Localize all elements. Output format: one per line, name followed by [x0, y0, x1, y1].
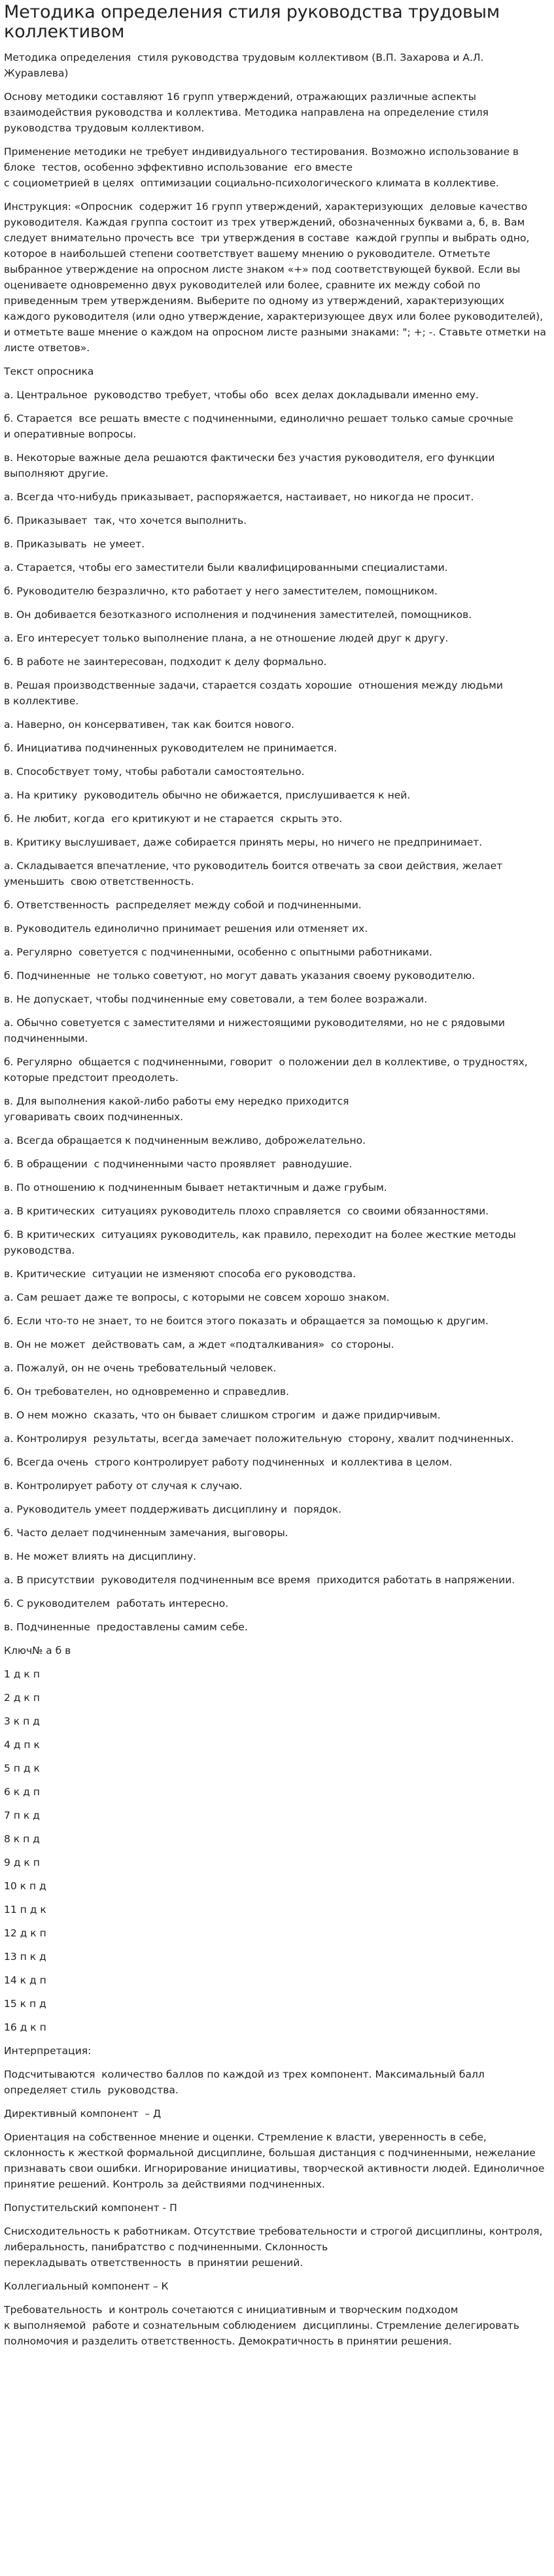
paragraph: в. Критические ситуации не изменяют способа его руководства. — [4, 1268, 356, 1280]
paragraph: б. В работе не заинтересован, подходит к делу формально. — [4, 656, 327, 668]
paragraph: в. Контролирует работу от случая к случаю. — [4, 1480, 243, 1492]
paragraph: 15 к п д — [4, 1998, 46, 2010]
paragraph: в. Руководитель единолично принимает решения или отменяет их. — [4, 923, 368, 935]
paragraph: б. Регулярно общается с подчиненными, говорит о положении дел в коллективе, о трудностях, которые предстоит преодолеть. — [4, 1056, 531, 1084]
paragraph: в. Способствует тому, чтобы работали самостоятельно. — [4, 766, 305, 778]
paragraph: 3 к п д — [4, 1715, 40, 1727]
paragraph: 6 к д п — [4, 1786, 40, 1798]
paragraph: Требовательность и контроль сочетаются с инициативным и творческим подходом к выполняемой работе и сознательным соблюдением дисциплины. Стремление делегировать полномочия и разделить ответственность. Демократичность в принятии решения. — [4, 2304, 520, 2347]
paragraph: б. Если что-то не знает, то не боится этого показать и обращается за помощью к другим. — [4, 1315, 489, 1327]
paragraph: 11 п д к — [4, 1904, 46, 1915]
paragraph: а. Всегда обращается к подчиненным вежливо, доброжелательно. — [4, 1135, 366, 1146]
page-title: Методика определения стиля руководства трудовым коллективом — [4, 2, 500, 42]
paragraph: б. В критических ситуациях руководитель, как правило, переходит на более жесткие методы руководства. — [4, 1229, 519, 1256]
paragraph: 12 д к п — [4, 1927, 46, 1939]
paragraph: 10 к п д — [4, 1880, 46, 1892]
paragraph: в. Он не может действовать сам, а ждет «подталкивания» со стороны. — [4, 1339, 394, 1350]
paragraph: в. Критику выслушивает, даже собирается принять меры, но ничего не предпринимает. — [4, 836, 483, 848]
paragraph: б. Он требователен, но одновременно и справедлив. — [4, 1386, 289, 1398]
paragraph: Подсчитываются количество баллов по каждой из трех компонент. Максимальный балл определяет стиль руководства. — [4, 2069, 488, 2096]
paragraph: Ориентация на собственное мнение и оценки. Стремление к власти, уверенность в себе, склонность к жесткой формальной дисциплине, большая дистанция с подчиненными, нежелание признавать свои ошибки. Игнорирование инициативы, творческой активности людей. Единоличное принятие решений. Контроль за действиями подчиненных. — [4, 2131, 548, 2190]
paragraph: а. Регулярно советуется с подчиненными, особенно с опытными работниками. — [4, 946, 432, 958]
paragraph: 2 д к п — [4, 1692, 40, 1704]
paragraph: б. Подчиненные не только советуют, но могут давать указания своему руководителю. — [4, 970, 476, 982]
paragraph: а. Контролируя результаты, всегда замечает положительную сторону, хвалит подчиненных. — [4, 1433, 514, 1445]
paragraph: б. С руководителем работать интересно. — [4, 1598, 229, 1609]
paragraph: б. Не любит, когда его критикуют и не старается скрыть это. — [4, 813, 343, 825]
paragraph: Директивный компонент – Д — [4, 2108, 162, 2120]
paragraph: а. Складывается впечатление, что руководитель боится отвечать за свои действия, желает уменьшить свою ответственность. — [4, 860, 506, 887]
paragraph: б. Ответственность распределяет между собой и подчиненными. — [4, 899, 362, 911]
paragraph: Интерпретация: — [4, 2045, 92, 2057]
paragraph: б. Руководителю безразлично, кто работает у него заместителем, помощником. — [4, 585, 438, 597]
paragraph: Коллегиальный компонент – К — [4, 2280, 169, 2292]
paragraph: б. В обращении с подчиненными часто проявляет равнодушие. — [4, 1158, 353, 1170]
paragraph: Ключ№ а б в — [4, 1645, 71, 1657]
paragraph: в. Не может влиять на дисциплину. — [4, 1551, 197, 1562]
paragraph: в. Приказывать не умеет. — [4, 538, 145, 550]
paragraph: в. Он добивается безотказного исполнения и подчинения заместителей, помощников. — [4, 609, 472, 621]
paragraph: б. Инициатива подчиненных руководителем не принимается. — [4, 742, 338, 754]
paragraph: в. По отношению к подчиненным бывает нетактичным и даже грубым. — [4, 1182, 387, 1194]
paragraph: Основу методики составляют 16 групп утверждений, отражающих различные аспекты взаимодействия руководства и коллектива. Методика направлена на определение стиля руководства трудовым коллективом. — [4, 91, 492, 134]
paragraph: а. Обычно советуется с заместителями и нижестоящими руководителями, но не с рядовыми подчиненными. — [4, 1017, 508, 1044]
paragraph: в. О нем можно сказать, что он бывает слишком строгим и даже придирчивым. — [4, 1409, 441, 1421]
paragraph: б. Всегда очень строго контролирует работу подчиненных и коллектива в целом. — [4, 1456, 453, 1468]
paragraph: в. Некоторые важные дела решаются фактически без участия руководителя, его функции выполняют другие. — [4, 452, 498, 479]
paragraph: в. Решая производственные задачи, старается создать хорошие отношения между людьми в коллективе. — [4, 679, 503, 707]
paragraph: Инструкция: «Опросник содержит 16 групп утверждений, характеризующих деловые качество руководителя. Каждая группа состоит из трех утверждений, обозначенных буквами а, б, в. Вам следует внимательно прочесть все три утверждения в составе каждой группы и выбрать одно, которое в наибольшей степени соответствует вашему мнению о руководителе. Отметьте выбранное утверждение на опросном листе знаком «+» под соответствующей буквой. Если вы оцениваете одновременно двух руководителей или более, сравните их между собой по приведенным трем утверждениям. Выберите по одному из утверждений, характеризующих каждого руководителя (или одно утверждение, характеризующее двух или более руководителей), и отметьте ваше мнение о каждом на опросном листе разными знаками: "; +; -. Ставьте отметки на листе ответов». — [4, 201, 549, 354]
paragraph: Текст опросника — [4, 366, 94, 377]
paragraph: а. Старается, чтобы его заместители были квалифицированными специалистами. — [4, 562, 448, 574]
paragraph: 14 к д п — [4, 1974, 46, 1986]
paragraph: а. Наверно, он консервативен, так как боится нового. — [4, 719, 294, 730]
paragraph: 16 д к п — [4, 2021, 46, 2033]
paragraph: в. Подчиненные предоставлены самим себе. — [4, 1621, 248, 1633]
paragraph: а. Сам решает даже те вопросы, с которыми не совсем хорошо знаком. — [4, 1292, 390, 1303]
document-body — [4, 50, 550, 2349]
paragraph: а. Пожалуй, он не очень требовательный человек. — [4, 1362, 277, 1374]
paragraph: Методика определения стиля руководства трудовым коллективом (В.П. Захарова и А.Л. Журавлева) — [4, 52, 487, 79]
paragraph: а. В критических ситуациях руководитель плохо справляется со своими обязанностями. — [4, 1205, 489, 1217]
paragraph: Попустительский компонент - П — [4, 2202, 177, 2214]
paragraph: Применение методики не требует индивидуального тестирования. Возможно использование в блоке тестов, особенно эффективно использование его вместе с социометрией в целях оптимизации социально-психологического климата в коллективе. — [4, 146, 519, 189]
paragraph: 9 д к п — [4, 1857, 40, 1868]
paragraph: а. Его интересует только выполнение плана, а не отношение людей друг к другу. — [4, 632, 449, 644]
paragraph: 4 д п к — [4, 1739, 40, 1751]
paragraph: 5 п д к — [4, 1762, 40, 1774]
paragraph: а. Всегда что-нибудь приказывает, распоряжается, настаивает, но никогда не просит. — [4, 491, 474, 503]
paragraph: а. На критику руководитель обычно не обижается, прислушивается к ней. — [4, 789, 411, 801]
paragraph: 7 п к д — [4, 1810, 40, 1821]
paragraph: б. Часто делает подчиненным замечания, выговоры. — [4, 1527, 288, 1539]
paragraph: а. Руководитель умеет поддерживать дисциплину и порядок. — [4, 1503, 342, 1515]
paragraph: 13 п к д — [4, 1951, 46, 1963]
paragraph: а. Центральное руководство требует, чтобы обо всех делах докладывали именно ему. — [4, 389, 479, 401]
paragraph: Снисходительность к работникам. Отсутствие требовательности и строгой дисциплины, контроля, либеральность, панибратство с подчиненными. Склонность перекладывать ответственность в принятии решений. — [4, 2225, 543, 2269]
paragraph: 8 к п д — [4, 1833, 40, 1845]
paragraph: б. Старается все решать вместе с подчиненными, единолично решает только самые срочные и оперативные вопросы. — [4, 413, 513, 440]
paragraph: в. Для выполнения какой-либо работы ему нередко приходится уговаривать своих подчиненных. — [4, 1095, 349, 1123]
paragraph: 1 д к п — [4, 1668, 40, 1680]
paragraph: в. Не допускает, чтобы подчиненные ему советовали, а тем более возражали. — [4, 993, 428, 1005]
paragraph: б. Приказывает так, что хочется выполнить. — [4, 515, 247, 526]
paragraph: а. В присутствии руководителя подчиненным все время приходится работать в напряжении. — [4, 1574, 515, 1586]
